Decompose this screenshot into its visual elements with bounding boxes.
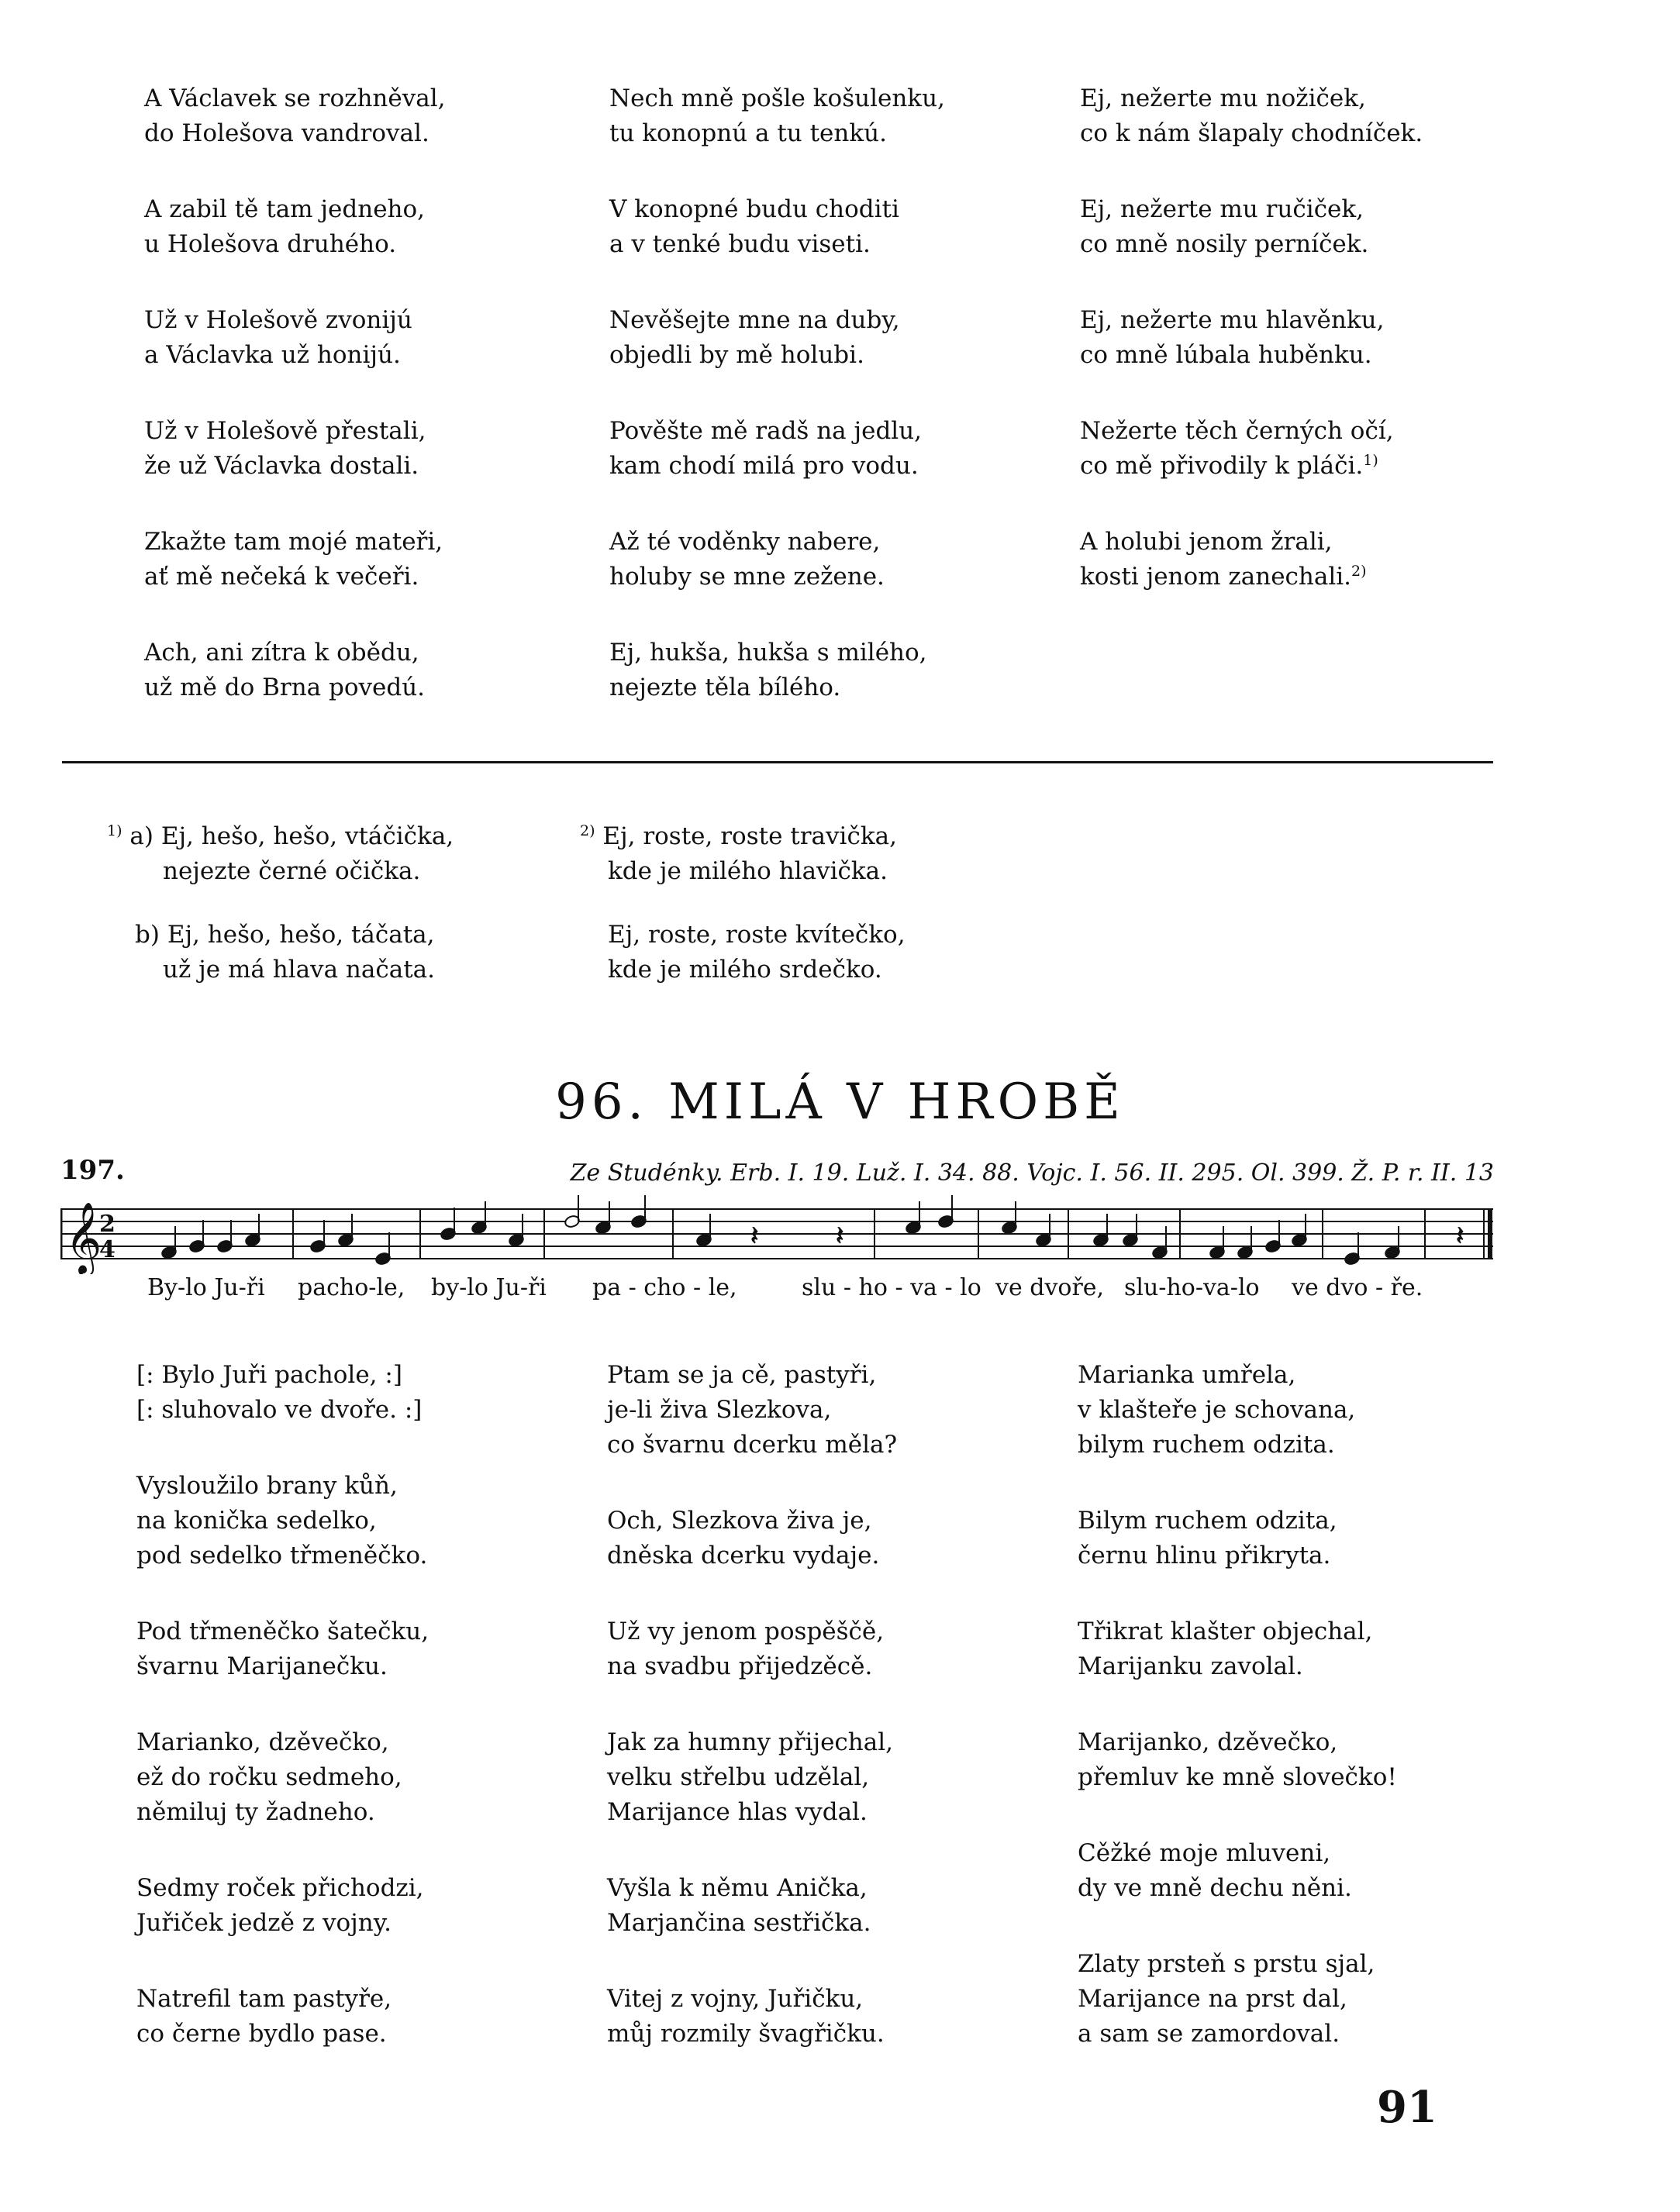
- stanza: [607, 1982, 897, 2052]
- footnote-2: [580, 819, 906, 1016]
- stanza: [1078, 1947, 1397, 2052]
- footnote-label: b): [135, 921, 160, 949]
- verse-line: Natrefil tam pastyře,: [136, 1985, 392, 2013]
- verse-line: a Václavka už honijú.: [144, 341, 401, 369]
- stanza: [607, 1871, 897, 1941]
- verse-line: A zabil tě tam jedneho,: [144, 195, 426, 223]
- verse-line: kde je milého srdečko.: [608, 956, 882, 984]
- verse-line: Marijanku zavolal.: [1078, 1652, 1303, 1680]
- stanza: [1080, 414, 1423, 484]
- verse-line: Ej, nežerte mu ručiček,: [1080, 195, 1364, 223]
- verse-line: [: sluhovalo ve dvoře. :]: [136, 1396, 423, 1424]
- verse-line: a sam se zamordoval.: [1078, 2020, 1340, 2048]
- verse-line: němiluj ty žadneho.: [136, 1798, 375, 1826]
- verse-line: A Václavek se rozhněval,: [144, 84, 446, 112]
- verse-line: Nech mně pošle košulenku,: [609, 84, 945, 112]
- verse-line: A holubi jenom žrali,: [1080, 528, 1333, 556]
- stanza: [1078, 1836, 1397, 1906]
- verse-line: Juřiček jedzě z vojny.: [136, 1909, 392, 1937]
- footnote-ref-1: 1): [1363, 452, 1378, 469]
- verse-line: Marijance na prst dal,: [1078, 1985, 1347, 2013]
- rest-icon: 𝄽: [1456, 1221, 1464, 1252]
- stanza: [609, 192, 945, 262]
- verse-line: už je má hlava načata.: [163, 956, 435, 984]
- lyric-syllables: pacho-le,: [298, 1274, 405, 1301]
- verse-line: bilym ruchem odzita.: [1078, 1431, 1335, 1459]
- verse-line: ať mě nečeká k večeři.: [144, 563, 419, 591]
- verse-line: nejezte černé očička.: [163, 857, 421, 885]
- stanza: [136, 1982, 429, 2052]
- stanza: [609, 303, 945, 373]
- verse-line: velku střelbu udzělal,: [607, 1763, 870, 1791]
- verse-line: můj rozmily švagřičku.: [607, 2020, 885, 2048]
- verse-line: tu konopnú a tu tenkú.: [609, 119, 887, 147]
- stanza: [607, 1725, 897, 1830]
- verse-line: Vysloužilo brany kůň,: [136, 1472, 398, 1500]
- verse-line: objedli by mě holubi.: [609, 341, 864, 369]
- verse-line: je-li živa Slezkova,: [607, 1396, 832, 1424]
- verse-line: že už Václavka dostali.: [144, 452, 419, 480]
- verse-line: Marijanko, dzěvečko,: [1078, 1728, 1338, 1756]
- lyric-syllables: By-lo Ju-ři: [147, 1274, 265, 1301]
- stanza: [136, 1358, 429, 1428]
- verse-line: Marianka umřela,: [1078, 1361, 1296, 1389]
- verse-line: Bilym ruchem odzita,: [1078, 1507, 1337, 1535]
- verse-line: co černe bydlo pase.: [136, 2020, 387, 2048]
- verse-line: Ej, roste, roste kvítečko,: [608, 921, 906, 949]
- verse-line: Ej, nežerte mu hlavěnku,: [1080, 306, 1385, 334]
- verse-line: černu hlinu přikryta.: [1078, 1542, 1331, 1569]
- stanza: [1078, 1504, 1397, 1573]
- footnote-divider: [62, 761, 1493, 763]
- verse-line: Pod třmeněčko šatečku,: [136, 1618, 429, 1645]
- page-number: 91: [1377, 2082, 1437, 2133]
- verse-line: Marijance hlas vydal.: [607, 1798, 868, 1826]
- verse-line: dy ve mně dechu něni.: [1078, 1874, 1352, 1902]
- stanza: [1080, 303, 1423, 373]
- verse-line: co švarnu dcerku měla?: [607, 1431, 898, 1459]
- verse-line: a v tenké budu viseti.: [609, 230, 871, 258]
- stanza: [144, 81, 445, 151]
- verse-line: na svadbu přijedzěcě.: [607, 1652, 873, 1680]
- song-number: 197.: [60, 1155, 125, 1186]
- time-signature-top: 2: [99, 1211, 116, 1238]
- time-signature-bottom: 4: [99, 1236, 116, 1263]
- lyric-syllables: by-lo Ju-ři: [431, 1274, 547, 1301]
- song-title: 96. MILÁ V HROBĚ: [555, 1073, 1125, 1131]
- stanza: [1080, 192, 1423, 262]
- verse-line: co k nám šlapaly chodníček.: [1080, 119, 1423, 147]
- stanza: [144, 525, 445, 594]
- verse-line: Nežerte těch černých očí,: [1080, 417, 1394, 445]
- verse-line: kde je milého hlavička.: [608, 857, 888, 885]
- treble-clef-icon: 𝄞: [65, 1201, 102, 1273]
- verse-line: už mě do Brna povedú.: [144, 674, 426, 701]
- verse-line: Ej, hešo, hešo, vtáčička,: [160, 822, 454, 850]
- verse-line: Jak za humny přijechal,: [607, 1728, 893, 1756]
- verse-line: dněska dcerku vydaje.: [607, 1542, 880, 1569]
- verse-line: V konopné budu choditi: [609, 195, 899, 223]
- verse-line: kam chodí milá pro vodu.: [609, 452, 919, 480]
- stanza: [144, 192, 445, 262]
- stanza: [144, 414, 445, 484]
- verse-line: Třikrat klašter objechal,: [1078, 1618, 1373, 1645]
- rest-icon: 𝄽: [836, 1221, 844, 1252]
- bottom-column-3: [1078, 1358, 1397, 2093]
- verse-line: Pověšte mě radš na jedlu,: [609, 417, 923, 445]
- verse-line: kosti jenom zanechali.$^{2)}$: [1080, 563, 1367, 591]
- verse-line: [: Bylo Juři pachole, :]: [136, 1361, 402, 1389]
- verse-line: švarnu Marijanečku.: [136, 1652, 388, 1680]
- stanza: [136, 1469, 429, 1573]
- stanza: [609, 525, 945, 594]
- top-column-2: [609, 81, 945, 746]
- verse-line: nejezte těla bílého.: [609, 674, 841, 701]
- verse-line: Zlaty prsteň s prstu sjal,: [1078, 1950, 1375, 1978]
- stanza: [607, 1614, 897, 1684]
- verse-line: ež do ročku sedmeho,: [136, 1763, 402, 1791]
- stanza: [1080, 525, 1423, 594]
- stanza: [136, 1871, 429, 1941]
- verse-line: Už vy jenom pospěščě,: [607, 1618, 885, 1645]
- verse-line: u Holešova druhého.: [144, 230, 397, 258]
- verse-line: Už v Holešově zvonijú: [144, 306, 412, 334]
- verse-line: Marianko, dzěvečko,: [136, 1728, 389, 1756]
- lyric-syllables: ve dvoře,: [995, 1274, 1105, 1301]
- verse-line: Och, Slezkova živa je,: [607, 1507, 872, 1535]
- staff-lines: [60, 1209, 1493, 1259]
- bottom-column-1: [136, 1358, 429, 2093]
- rest-icon: 𝄽: [750, 1221, 759, 1252]
- stanza: [136, 1614, 429, 1684]
- verse-line: Nevěšejte mne na duby,: [609, 306, 900, 334]
- footnote-label: a): [129, 822, 154, 850]
- verse-line: Marjančina sestřička.: [607, 1909, 871, 1937]
- stanza: [607, 1504, 897, 1573]
- verse-line: pod sedelko třmeněčko.: [136, 1542, 428, 1569]
- lyric-syllables: slu - ho - va - lo: [802, 1274, 981, 1301]
- lyric-syllables: slu-ho-va-lo: [1124, 1274, 1260, 1301]
- stanza: [1078, 1358, 1397, 1463]
- verse-line: do Holešova vandroval.: [144, 119, 429, 147]
- verse-line: Zkažte tam mojé mateři,: [144, 528, 443, 556]
- verse-line: Ptam se ja cě, pastyři,: [607, 1361, 877, 1389]
- verse-line: Ej, roste, roste travička,: [602, 822, 897, 850]
- verse-line: Ej, hešo, hešo, táčata,: [167, 921, 435, 949]
- verse-line: Sedmy roček přichodzi,: [136, 1874, 424, 1902]
- notes: [160, 1195, 1464, 1266]
- verse-line: co mně nosily perníček.: [1080, 230, 1369, 258]
- verse-line: Vyšla k němu Anička,: [607, 1874, 868, 1902]
- verse-line: holuby se mne zežene.: [609, 563, 885, 591]
- verse-line: co mně lúbala huběnku.: [1080, 341, 1372, 369]
- top-column-1: [144, 81, 445, 746]
- verse-line: Až té voděnky nabere,: [609, 528, 881, 556]
- stanza: [1080, 81, 1423, 151]
- footnote-mark: 1): [107, 822, 122, 839]
- stanza: [1078, 1614, 1397, 1684]
- top-column-3: [1080, 81, 1423, 636]
- verse-line: Ej, hukša, hukša s milého,: [609, 639, 927, 667]
- bottom-column-2: [607, 1358, 897, 2093]
- verse-line: v klašteře je schovana,: [1078, 1396, 1356, 1424]
- verse-line: Ej, nežerte mu nožiček,: [1080, 84, 1366, 112]
- stanza: [609, 81, 945, 151]
- footnote-ref-2: 2): [1351, 563, 1367, 580]
- verse-line: přemluv ke mně slovečko!: [1078, 1763, 1397, 1791]
- footnote-1: [107, 819, 454, 1016]
- song-sources: Ze Studénky. Erb. I. 19. Luž. I. 34. 88. Vojc. I. 56. II. 295. Ol. 399. Ž. P. r. II. 13: [570, 1159, 1494, 1187]
- stanza: [136, 1725, 429, 1830]
- stanza: [1078, 1725, 1397, 1795]
- lyric-syllables: ve dvo - ře.: [1292, 1274, 1423, 1301]
- stanza: [609, 636, 945, 705]
- verse-line: Už v Holešově přestali,: [144, 417, 426, 445]
- verse-line: Cěžké moje mluveni,: [1078, 1839, 1331, 1867]
- footnote-mark: 2): [580, 822, 595, 839]
- verse-line: co mě přivodily k pláči.$^{1)}$: [1080, 452, 1378, 480]
- stanza: [144, 636, 445, 705]
- lyric-syllables: pa - cho - le,: [592, 1274, 737, 1301]
- verse-line: Ach, ani zítra k obědu,: [144, 639, 419, 667]
- stanza: [609, 414, 945, 484]
- verse-line: na konička sedelko,: [136, 1507, 377, 1535]
- verse-line: Vitej z vojny, Juřičku,: [607, 1985, 864, 2013]
- stanza: [607, 1358, 897, 1463]
- song-lyrics: [0, 1274, 1680, 1305]
- stanza: [144, 303, 445, 373]
- music-staff: [60, 1194, 1495, 1274]
